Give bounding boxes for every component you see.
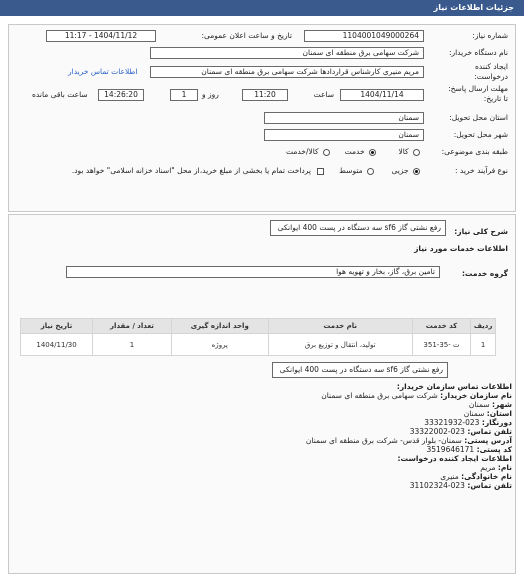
table-header-row xyxy=(21,319,496,334)
radio-icon xyxy=(323,149,330,156)
buyer-contact-link[interactable]: اطلاعات تماس خریدار xyxy=(68,67,138,76)
cell-need-date: 1404/11/30 xyxy=(21,334,93,356)
service-group-label: گروه خدمت: xyxy=(461,269,508,278)
col-unit: واحد اندازه گیری xyxy=(171,319,268,334)
need-number-label: شماره نیاز: xyxy=(472,31,508,40)
category-option-goods[interactable]: کالا xyxy=(398,147,420,156)
contact-section-title: اطلاعات تماس سازمان خریدار: xyxy=(396,382,512,391)
deadline-time-label: ساعت xyxy=(313,90,334,99)
page-title: جزئیات اطلاعات نیاز xyxy=(433,3,514,12)
contact-postal-line: کد پستی: 3519646171 xyxy=(426,445,512,454)
contact-fax-line: دورنگار: 023-33321932 xyxy=(424,418,512,427)
col-service-code: کد خدمت xyxy=(412,319,471,334)
radio-icon xyxy=(413,149,420,156)
summary-field[interactable]: رفع نشتی گاز sf6 سه دستگاه در پست 400 ایوانکی xyxy=(270,220,446,236)
service-group-field[interactable]: تامین برق، گاز، بخار و تهویه هوا xyxy=(66,266,440,278)
creator-first-name-line: نام: مریم xyxy=(480,463,512,472)
treasury-note: پرداخت تمام یا بخشی از مبلغ خرید،از محل "اسناد خزانه اسلامی" خواهد بود. xyxy=(71,166,311,175)
deadline-date-field[interactable]: 1404/11/14 xyxy=(340,89,424,101)
contact-city-line: شهر: سمنان xyxy=(468,400,512,409)
creator-last-name-line: نام خانوادگی: منیری xyxy=(440,472,512,481)
contact-phone-line: تلفن تماس: 023-33322002 xyxy=(409,427,512,436)
contact-address-line: آدرس پستی: سمنان- بلوار قدس- شرکت برق منطقه ای سمنان xyxy=(305,436,512,445)
category-label: طبقه بندی موضوعی: xyxy=(441,147,508,156)
creator-section-title: اطلاعات ایجاد کننده درخواست: xyxy=(397,454,512,463)
services-table xyxy=(20,318,496,356)
radio-selected-icon xyxy=(413,168,420,175)
services-section-title: اطلاعات خدمات مورد نیاز xyxy=(414,244,508,253)
category-option-service[interactable]: خدمت xyxy=(345,147,376,156)
col-need-date: تاریخ نیاز xyxy=(21,319,93,334)
buyer-org-field[interactable]: شرکت سهامی برق منطقه ای سمنان xyxy=(150,47,424,59)
process-option-medium[interactable]: متوسط xyxy=(339,166,374,175)
page-header xyxy=(0,0,524,16)
radio-icon xyxy=(367,168,374,175)
treasury-checkbox[interactable] xyxy=(317,166,324,175)
requester-field[interactable]: مریم منیری کارشناس قراردادها شرکت سهامی برق منطقه ای سمنان xyxy=(150,66,424,78)
requester-label: ایجاد کننده درخواست: xyxy=(474,62,508,81)
need-number-field[interactable]: 1104001049000264 xyxy=(304,30,424,42)
delivery-province-field[interactable]: سمنان xyxy=(264,112,424,124)
category-option-goods-service[interactable]: کالا/خدمت xyxy=(286,147,330,156)
buyer-org-label: نام دستگاه خریدار: xyxy=(448,48,508,57)
delivery-city-label: شهر محل تحویل: xyxy=(453,130,508,139)
cell-quantity: 1 xyxy=(93,334,172,356)
deadline-time-field[interactable]: 11:20 xyxy=(242,89,288,101)
cell-service-code: ت -35-351 xyxy=(412,334,471,356)
creator-phone-line: تلفن تماس: 023-31102324 xyxy=(409,481,512,490)
deadline-label: مهلت ارسال پاسخ: تا تاریخ: xyxy=(448,84,508,103)
cell-service-name: تولید، انتقال و توزیع برق xyxy=(268,334,412,356)
buyer-note-field[interactable]: رفع نشتی گاز sf6 سه دستگاه در پست 400 ایوانکی xyxy=(272,362,448,378)
remaining-time-field[interactable]: 14:26:20 xyxy=(98,89,144,101)
col-quantity: تعداد / مقدار xyxy=(93,319,172,334)
contact-org-line: نام سازمان خریدار: شرکت سهامی برق منطقه ای سمنان xyxy=(321,391,512,400)
announce-datetime-label: تاریخ و ساعت اعلان عمومی: xyxy=(201,31,292,40)
summary-label: شرح کلی نیاز: xyxy=(454,227,508,236)
checkbox-icon xyxy=(317,168,324,175)
col-service-name: نام خدمت xyxy=(268,319,412,334)
cell-unit: پروژه xyxy=(171,334,268,356)
days-field[interactable]: 1 xyxy=(170,89,198,101)
delivery-province-label: استان محل تحویل: xyxy=(449,113,508,122)
process-option-minor[interactable]: جزیی xyxy=(391,166,420,175)
delivery-city-field[interactable]: سمنان xyxy=(264,129,424,141)
contact-province-line: استان: سمنان xyxy=(463,409,512,418)
remaining-time-label: ساعت باقی مانده xyxy=(32,90,88,99)
col-row: ردیف xyxy=(471,319,496,334)
announce-datetime-field[interactable]: 1404/11/12 - 11:17 xyxy=(46,30,156,42)
radio-selected-icon xyxy=(369,149,376,156)
table-row[interactable] xyxy=(21,334,496,356)
process-label: نوع فرآیند خرید : xyxy=(454,166,508,175)
cell-row: 1 xyxy=(471,334,496,356)
days-label: روز و xyxy=(202,90,219,99)
